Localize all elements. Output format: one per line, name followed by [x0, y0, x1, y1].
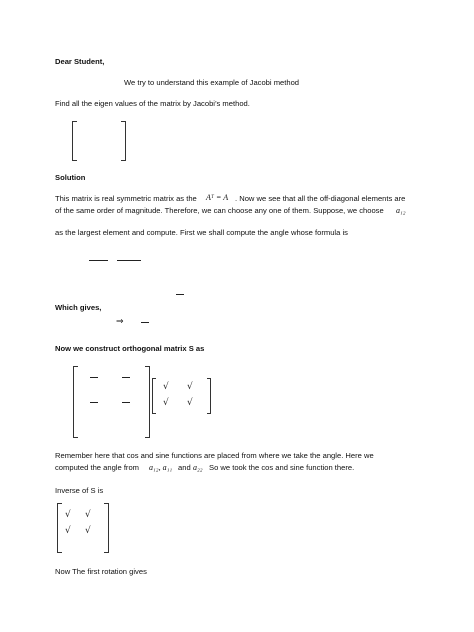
para1-line1-a: This matrix is real symmetric matrix as the — [55, 194, 197, 203]
s-matrix-entry-21 — [90, 402, 98, 403]
sqrt-icon: √ — [85, 510, 91, 520]
s-sqrt-block-right-bracket — [207, 378, 211, 414]
sqrt-icon: √ — [187, 398, 193, 408]
s-matrix-entry-22 — [122, 402, 130, 403]
para1-line1-b: . Now we see that all the off-diagonal elements are — [235, 194, 406, 203]
matrix-left-bracket — [72, 121, 77, 161]
formula-fraction-bar-1 — [89, 260, 108, 261]
implies-icon: ⇒ — [116, 317, 124, 327]
first-rotation-line: Now The first rotation gives — [55, 567, 147, 576]
sqrt-icon: √ — [163, 398, 169, 408]
sqrt-icon: √ — [163, 382, 169, 392]
construct-line: Now we construct orthogonal matrix S as — [55, 344, 205, 353]
sqrt-icon: √ — [65, 526, 71, 536]
sqrt-icon: √ — [187, 382, 193, 392]
sqrt-icon: √ — [85, 526, 91, 536]
para1-line2-a: of the same order of magnitude. Therefore, we can choose any one of them. Suppose, we choose — [55, 206, 384, 215]
remember-line1: Remember here that cos and sine functions are placed from where we take the angle. Here we — [55, 451, 374, 460]
remember-line2-and: and — [178, 463, 191, 472]
result-fraction-bar — [141, 322, 149, 323]
inverse-left-bracket — [57, 503, 62, 553]
remember-line2-b: So we took the cos and sine function there. — [209, 463, 355, 472]
s-matrix-entry-11 — [90, 377, 98, 378]
inverse-label: Inverse of S is — [55, 486, 104, 495]
symmetric-condition-math: Aᵀ = A — [206, 193, 229, 202]
sqrt-icon: √ — [65, 510, 71, 520]
para1-line3: as the largest element and compute. First we shall compute the angle whose formula is — [55, 228, 348, 237]
formula-fraction-bar-2 — [117, 260, 141, 261]
matrix-right-bracket — [121, 121, 126, 161]
angle-elements-math: a₁₂, a₁₁ — [149, 463, 173, 472]
task-line: Find all the eigen values of the matrix by Jacobi’s method. — [55, 99, 250, 108]
s-sqrt-block-left-bracket — [152, 378, 156, 414]
chosen-element-math: a₁₂ — [396, 206, 406, 215]
solution-heading: Solution — [55, 173, 86, 182]
greeting: Dear Student, — [55, 57, 105, 66]
intro-line: We try to understand this example of Jacobi method — [124, 78, 300, 87]
remember-line2-a: computed the angle from — [55, 463, 140, 472]
s-matrix-right-bracket — [145, 366, 150, 438]
s-matrix-left-bracket — [73, 366, 78, 438]
s-matrix-entry-12 — [122, 377, 130, 378]
formula-fraction-bar-3 — [176, 294, 184, 295]
diag-element-math: a₂₂ — [193, 463, 203, 472]
which-gives-label: Which gives, — [55, 303, 102, 312]
inverse-right-bracket — [104, 503, 109, 553]
